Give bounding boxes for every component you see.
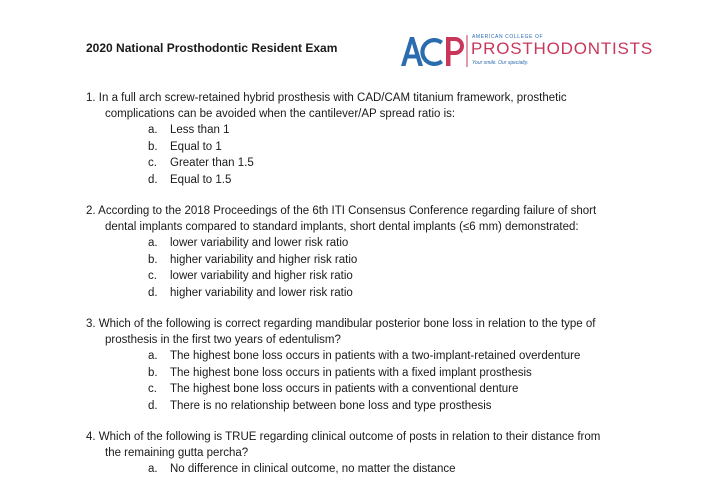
option-b bbox=[86, 252, 596, 269]
answer-options bbox=[86, 348, 595, 414]
option-letter: c. bbox=[148, 270, 157, 282]
question-stem: 3. Which of the following is correct regarding mandibular posterior bone loss in relation to the type of bbox=[86, 318, 596, 330]
option-text: lower variability and higher risk ratio bbox=[170, 270, 353, 282]
logo-org-line1: AMERICAN COLLEGE OF bbox=[472, 34, 544, 40]
option-letter: a. bbox=[148, 124, 158, 136]
option-c bbox=[86, 381, 595, 398]
answer-options bbox=[86, 461, 600, 478]
question-stem: 2. According to the 2018 Proceedings of the 6th ITI Consensus Conference regarding failure of short bbox=[86, 205, 597, 217]
option-letter: b. bbox=[148, 140, 158, 153]
option-letter: a. bbox=[148, 463, 158, 475]
option-letter: c. bbox=[148, 157, 157, 169]
option-text: Equal to 1.5 bbox=[170, 173, 232, 186]
option-a bbox=[86, 122, 567, 139]
option-a bbox=[86, 461, 600, 478]
question-stem-cont: prosthesis in the first two years of edentulism? bbox=[105, 334, 341, 346]
option-b bbox=[86, 139, 567, 156]
option-a bbox=[86, 235, 596, 252]
option-text: higher variability and lower risk ratio bbox=[170, 286, 353, 299]
question-stem-cont: complications can be avoided when the cantilever/AP spread ratio is: bbox=[105, 108, 456, 120]
logo-tagline: Your smile. Our specialty. bbox=[472, 60, 529, 66]
option-d bbox=[86, 285, 596, 302]
option-text: There is no relationship between bone loss and type prosthesis bbox=[170, 399, 492, 412]
option-text: lower variability and lower risk ratio bbox=[170, 237, 349, 249]
answer-options bbox=[86, 235, 596, 301]
option-text: higher variability and higher risk ratio bbox=[170, 253, 358, 266]
option-c bbox=[86, 155, 567, 172]
option-d bbox=[86, 172, 567, 189]
question-1 bbox=[86, 90, 567, 188]
question-stem: 4. Which of the following is TRUE regarding clinical outcome of posts in relation to their distance from bbox=[86, 431, 601, 443]
option-letter: b. bbox=[148, 253, 158, 266]
question-3 bbox=[86, 316, 595, 414]
exam-title: 2020 National Prosthodontic Resident Exam bbox=[86, 41, 338, 55]
question-stem-cont: dental implants compared to standard implants, short dental implants (≤6 mm) demonstrated: bbox=[105, 221, 579, 233]
option-letter: a. bbox=[148, 237, 158, 249]
option-text: The highest bone loss occurs in patients with a conventional denture bbox=[170, 383, 519, 395]
option-text: The highest bone loss occurs in patients with a fixed implant prosthesis bbox=[170, 366, 532, 379]
option-c bbox=[86, 268, 596, 285]
option-letter: b. bbox=[148, 366, 158, 379]
option-d bbox=[86, 398, 595, 415]
question-2 bbox=[86, 203, 596, 301]
question-stem-cont: the remaining gutta percha? bbox=[105, 447, 249, 459]
option-text: No difference in clinical outcome, no matter the distance bbox=[170, 463, 456, 475]
acp-logo bbox=[399, 33, 654, 69]
option-a bbox=[86, 348, 595, 365]
option-text: Less than 1 bbox=[170, 124, 230, 136]
question-stem: 1. In a full arch screw-retained hybrid prosthesis with CAD/CAM titanium framework, prosthetic bbox=[86, 92, 567, 104]
question-4 bbox=[86, 429, 600, 478]
option-text: Equal to 1 bbox=[170, 140, 222, 153]
option-letter: a. bbox=[148, 350, 158, 362]
option-b bbox=[86, 365, 595, 382]
option-text: Greater than 1.5 bbox=[170, 157, 254, 169]
option-letter: d. bbox=[148, 173, 158, 186]
option-letter: d. bbox=[148, 399, 158, 412]
option-letter: d. bbox=[148, 286, 158, 299]
option-letter: c. bbox=[148, 383, 157, 395]
logo-org-line2: PROSTHODONTISTS bbox=[471, 39, 654, 58]
option-text: The highest bone loss occurs in patients with a two-implant-retained overdenture bbox=[170, 350, 581, 362]
acp-logo-mark bbox=[399, 33, 469, 69]
answer-options bbox=[86, 122, 567, 188]
